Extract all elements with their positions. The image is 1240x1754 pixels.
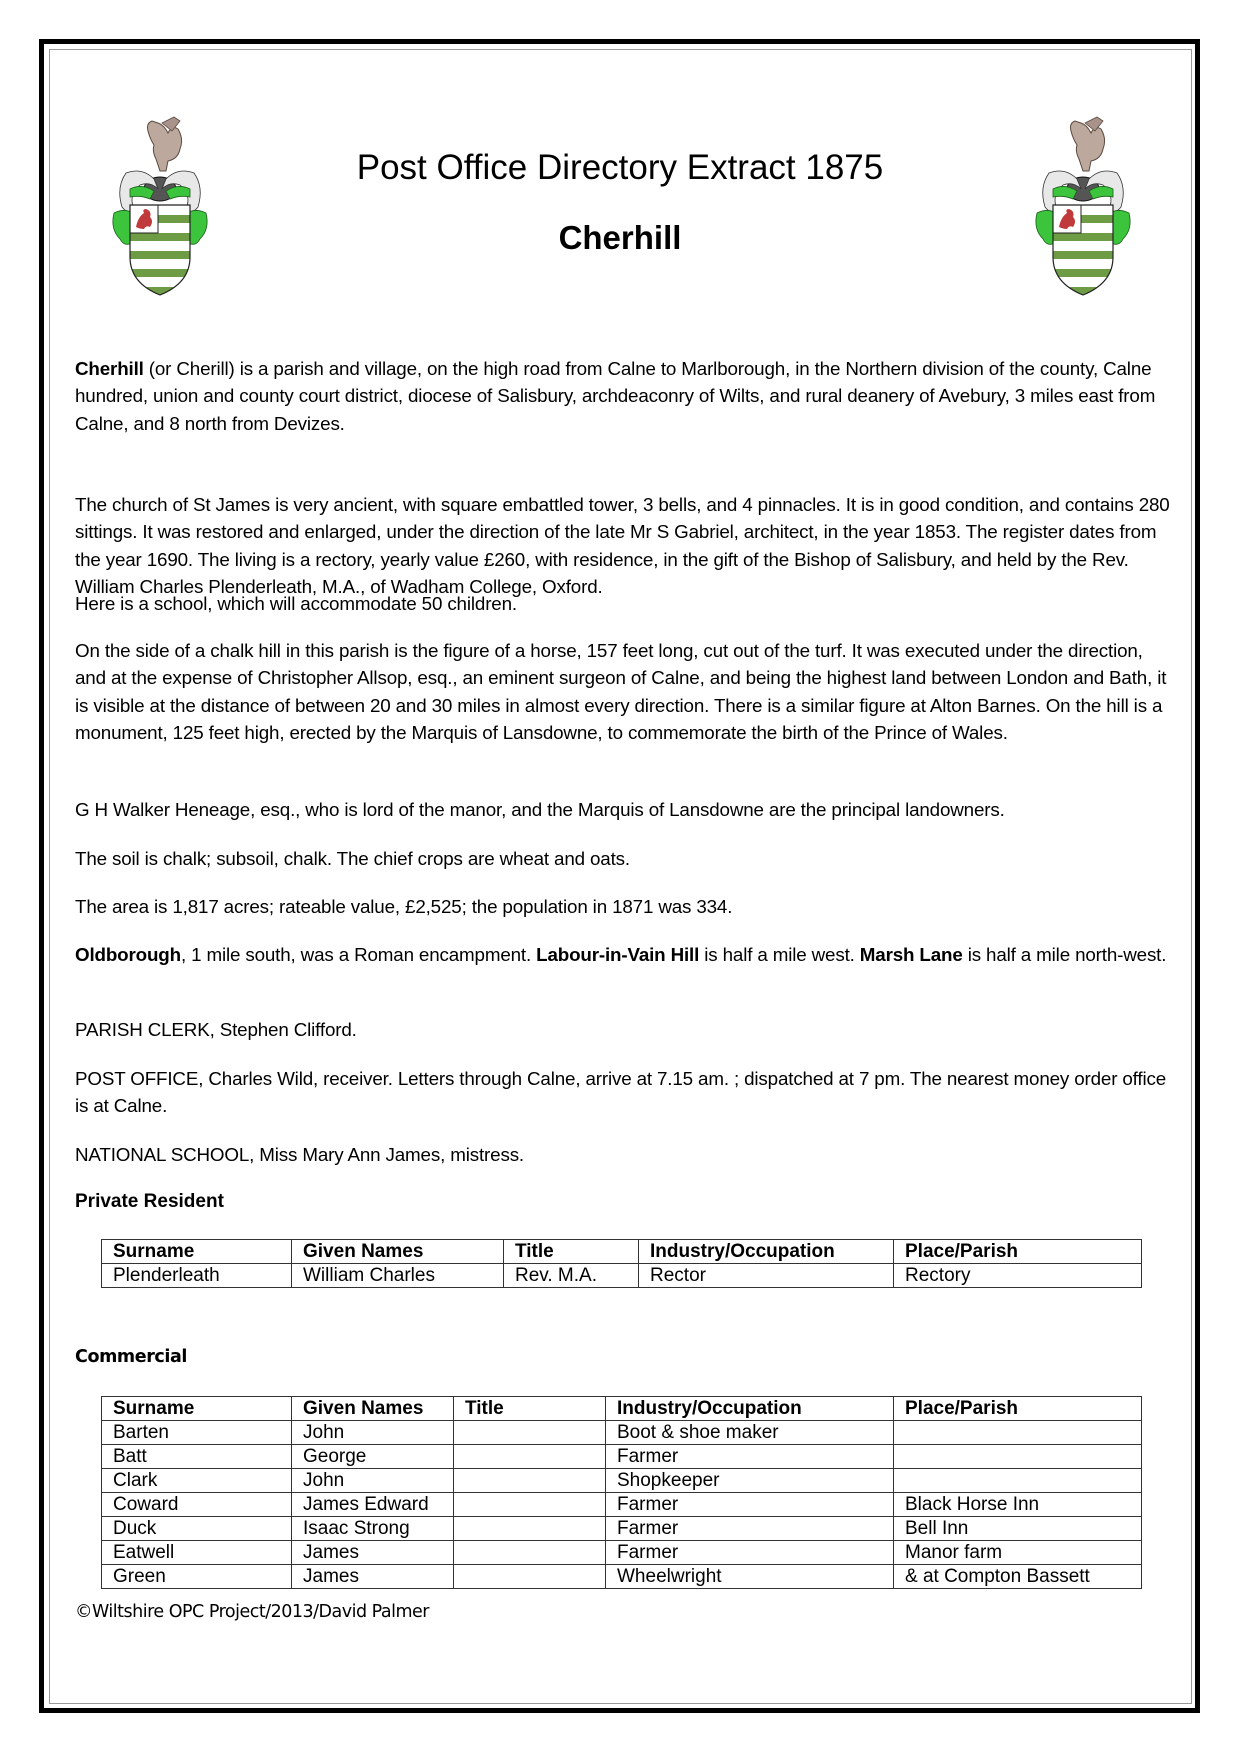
paragraph-intro: Cherhill (or Cherill) is a parish and village, on the high road from Calne to Marlborough, in the Northern division of the county, Calne hundred, union and county court district, diocese of Salisbury, archdeaconry of Wilts, and rural deanery of Avebury, 3 miles east from Calne, and 8 north from Devizes.: [75, 358, 1156, 434]
private-resident-heading: Private Resident: [75, 1191, 224, 1212]
paragraph-white-horse: On the side of a chalk hill in this parish is the figure of a horse, 157 feet long, cut out of the turf. It was executed under the direction, and at the expense of Christopher Allsop, esq., an eminent surgeon of Calne, and being the highest land between London and Bath, it is visible at the distance of between 20 and 30 miles in almost every direction. There is a similar figure at Alton Barnes. On the hill is a monument, 125 feet high, erected by the Marquis of Lansdowne, to commemorate the birth of the Prince of Wales.: [75, 640, 1167, 744]
parish-name-bold: Cherhill: [75, 358, 144, 379]
page-title: Post Office Directory Extract 1875: [356, 148, 884, 187]
table-row: Green James Wheelwright & at Compton Bassett: [102, 1565, 1142, 1589]
paragraph-post-office: POST OFFICE, Charles Wild, receiver. Letters through Calne, arrive at 7.15 am. ; dispatched at 7 pm. The nearest money order office is at Calne.: [75, 1068, 1167, 1117]
copyright-footer: ©Wiltshire OPC Project/2013/David Palmer: [75, 1602, 429, 1622]
commercial-heading: Commercial: [75, 1347, 188, 1367]
paragraph-national-school: NATIONAL SCHOOL, Miss Mary Ann James, mistress.: [75, 1144, 524, 1165]
paragraph-parish-clerk: PARISH CLERK, Stephen Clifford.: [75, 1019, 357, 1040]
table-row: Clark John Shopkeeper: [102, 1469, 1142, 1493]
table-row: Coward James Edward Farmer Black Horse Inn: [102, 1493, 1142, 1517]
table-row: Plenderleath William Charles Rev. M.A. Rector Rectory: [102, 1264, 1142, 1288]
coat-of-arms-icon: [106, 115, 214, 297]
table-row: Eatwell James Farmer Manor farm: [102, 1541, 1142, 1565]
paragraph-school: Here is a school, which will accommodate 50 children.: [75, 593, 517, 614]
paragraph-church: The church of St James is very ancient, with square embattled tower, 3 bells, and 4 pinnacles. It is in good condition, and contains 280 sittings. It was restored and enlarged, under the direction of the late Mr S Gabriel, architect, in the year 1853. The register dates from the year 1690. The living is a rectory, yearly value £260, with residence, in the gift of the Bishop of Salisbury, and held by the Rev. William Charles Plenderleath, M.A., of Wadham College, Oxford.: [75, 494, 1170, 598]
table-header-row: Surname Given Names Title Industry/Occupation Place/Parish: [102, 1240, 1142, 1264]
table-row: Duck Isaac Strong Farmer Bell Inn: [102, 1517, 1142, 1541]
coat-of-arms-icon: [1029, 115, 1137, 297]
paragraph-landowners: G H Walker Heneage, esq., who is lord of the manor, and the Marquis of Lansdowne are the principal landowners.: [75, 799, 1005, 820]
private-resident-table: [101, 1239, 1142, 1288]
parish-name: Cherhill: [558, 219, 682, 256]
table-row: Barten John Boot & shoe maker: [102, 1421, 1142, 1445]
paragraph-soil: The soil is chalk; subsoil, chalk. The chief crops are wheat and oats.: [75, 848, 630, 869]
paragraph-places: Oldborough, 1 mile south, was a Roman encampment. Labour-in-Vain Hill is half a mile west. Marsh Lane is half a mile north-west.: [75, 944, 1167, 965]
table-row: Batt George Farmer: [102, 1445, 1142, 1469]
commercial-table: [101, 1396, 1142, 1589]
table-header-row: Surname Given Names Title Industry/Occupation Place/Parish: [102, 1397, 1142, 1421]
paragraph-area: The area is 1,817 acres; rateable value, £2,525; the population in 1871 was 334.: [75, 896, 733, 917]
